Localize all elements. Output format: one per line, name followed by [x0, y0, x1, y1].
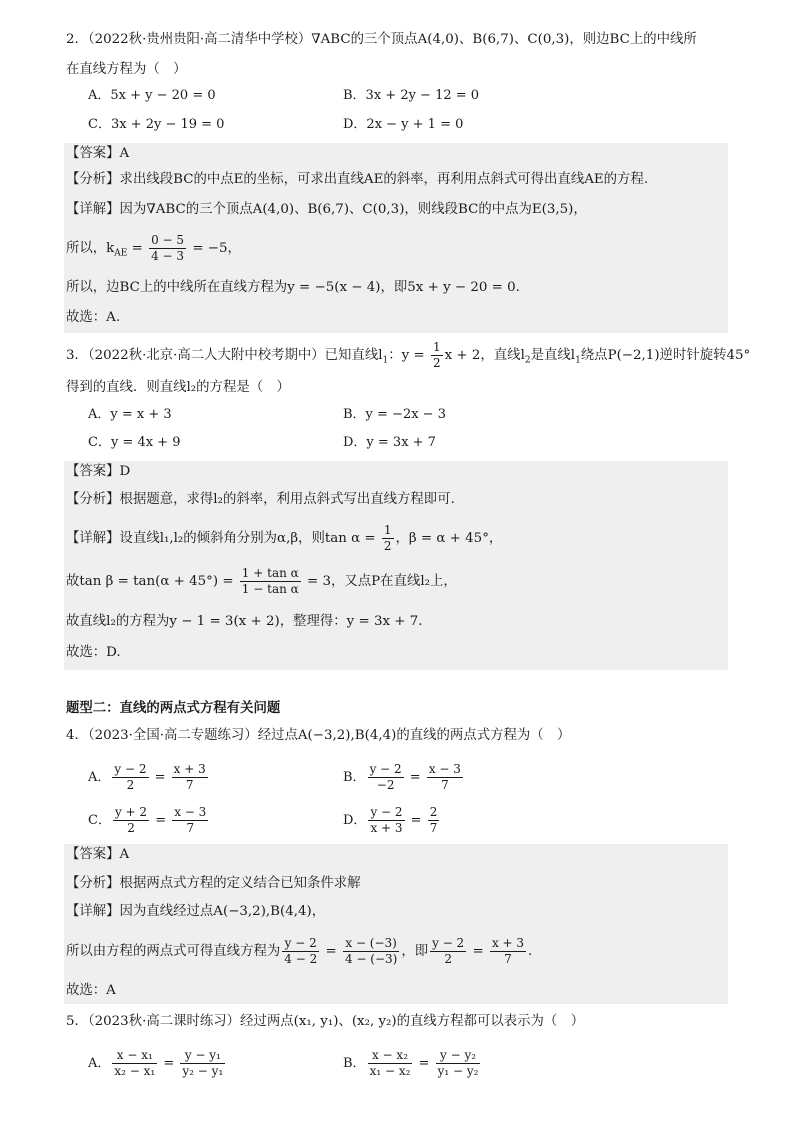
q3-option-c: C．y = 4x + 9 [88, 435, 181, 450]
q4-option-left-fraction [368, 805, 404, 836]
q3-tan-a: 故tan β = tan(α + 45°) = [66, 574, 238, 589]
q4-eq-n4: x + 3 [491, 936, 525, 950]
q4-option-left-num: y + 2 [114, 805, 148, 819]
q4-option-left-num: y − 2 [369, 762, 402, 776]
q4-eq-frac1 [282, 936, 319, 967]
q4-option-left-fraction [112, 762, 148, 793]
q3-option-d: D．y = 3x + 7 [343, 435, 436, 450]
q2-slope-num: 0 − 5 [151, 233, 185, 247]
q3-detail-a: 【详解】设直线l₁,l₂的倾斜角分别为α,β，则tan α = [66, 531, 380, 546]
q2-slope-den: 4 − 3 [151, 249, 185, 263]
q4-eq-d1: 4 − 2 [284, 952, 318, 966]
q2-option-a: A．5x + y − 20 = 0 [88, 88, 216, 103]
q4-option-right-num: x − 3 [174, 805, 207, 819]
q4-option-right-fraction [172, 805, 208, 836]
q5-a-right [180, 1048, 225, 1079]
q3-tan-line [66, 565, 457, 599]
q3-stem-sub1: 1 [382, 355, 389, 366]
q3-tan-num: 1 + tan α [241, 566, 299, 580]
q3-stem-b: ：y = [388, 348, 429, 363]
q4-option-right-fraction [172, 762, 208, 793]
q4-eq-n2: x − (−3) [343, 936, 399, 952]
q3-answer: 【答案】D [66, 464, 131, 479]
q4-detail: 【详解】因为直线经过点A(−3,2),B(4,4)， [66, 904, 326, 919]
q2-stem-line2: 在直线方程为（ ） [66, 62, 187, 77]
q3-analysis: 【分析】根据题意，求得l₂的斜率，利用点斜式写出直线方程即可. [66, 492, 455, 507]
q5-a-ln: x − x₁ [112, 1048, 157, 1064]
q3-tan-b: = 3，又点P在直线l₂上， [302, 574, 457, 589]
q2-option-b: B．3x + 2y − 12 = 0 [343, 88, 480, 103]
q4-option-b: B． $\frac{y - 2}{-2}$ = $\frac{x - 3}{7}$ [343, 762, 461, 792]
q4-option-left-den: −2 [376, 778, 395, 792]
q2-answer: 【答案】A [66, 146, 130, 161]
q4-option-right-num: 2 [429, 805, 438, 819]
q4-option-left-num: y − 2 [370, 805, 403, 819]
q4-option-left-fraction [113, 805, 149, 836]
q3-detail-num: 1 [383, 523, 392, 537]
q4-option-left-den: x + 3 [370, 821, 403, 835]
q5-b-label: B． [343, 1056, 366, 1071]
q3-choose: 故选：D. [66, 645, 121, 660]
q4-option-right-fraction [427, 762, 463, 793]
q2-slope-line [66, 232, 241, 271]
q4-option-right-num: x + 3 [173, 762, 206, 776]
q5-b-left [368, 1048, 413, 1079]
q2-stem-line1: 2．（2022秋·贵州贵阳·高二清华中学校）∇ABC的三个顶点A(4,0)、B(6,7)、C(0,3)，则边BC上的中线所 [66, 32, 697, 47]
q3-option-a: A．y = x + 3 [88, 407, 172, 422]
q4-option-left-den: 2 [126, 778, 135, 792]
q3-stem-sub2: 2 [524, 355, 531, 366]
q3-tan-den: 1 − tan α [241, 582, 299, 596]
q4-eq-frac2 [343, 936, 399, 967]
q4-solution-box [64, 844, 728, 1004]
q5-a-left [112, 1048, 157, 1079]
q3-stem-fraction [431, 340, 443, 371]
section-heading: 题型二：直线的两点式方程有关问题 [66, 701, 281, 716]
q5-option-a: A． $\frac{\text{x − x₁}}{\text{x₂ − x₁}}$ = $\frac{\text{y − y₁}}{\text{y₂ − y₁}}$ [88, 1048, 224, 1078]
q4-option-d: D． $\frac{y - 2}{x + 3}$ = $\frac{2}{7}$ [343, 805, 438, 835]
q5-b-rn: y − y₂ [436, 1048, 481, 1064]
q4-eq-frac4 [490, 936, 526, 967]
q4-option-c: C． $\frac{y + 2}{2}$ = $\frac{x - 3}{7}$ [88, 805, 207, 835]
q5-b-rd: y₁ − y₂ [437, 1064, 479, 1078]
q2-option-c: C．3x + 2y − 19 = 0 [88, 117, 225, 132]
q2-median-line: 所以，边BC上的中线所在直线方程为y = −5(x − 4)，即5x + y − 20 = 0. [66, 280, 520, 295]
q3-stem-sub3: 1 [575, 355, 581, 366]
q5-a-label: A． [88, 1056, 111, 1071]
q5-a-rn: y − y₁ [180, 1048, 225, 1064]
q4-eq-n1: y − 2 [282, 936, 319, 952]
q5-stem: 5．（2023秋·高二课时练习）经过两点(x₁, y₁)、(x₂, y₂)的直线方程都可以表示为（ ） [66, 1014, 585, 1029]
q4-option-left-num: y − 2 [114, 762, 147, 776]
q4-analysis: 【分析】根据两点式方程的定义结合已知条件求解 [66, 876, 361, 891]
q3-stem-a: 3．（2022秋·北京·高二人大附中校考期中）已知直线l [66, 348, 383, 363]
q4-option-left-den: 2 [127, 821, 135, 835]
q4-eq-d4: 7 [504, 952, 512, 966]
q5-a-rd: y₂ − y₁ [182, 1064, 224, 1078]
q3-stem-c: x + 2，直线l [444, 348, 525, 363]
q4-option-a: A． $\frac{y - 2}{2}$ = $\frac{x + 3}{7}$ [88, 762, 206, 792]
q2-slope-prefix: 所以，k [66, 241, 115, 256]
q2-option-d: D．2x − y + 1 = 0 [343, 117, 464, 132]
q4-option-right-fraction [428, 805, 440, 836]
q4-option-right-den: 7 [429, 821, 438, 835]
q4-option-right-num: x − 3 [428, 762, 461, 776]
q3-detail [66, 522, 502, 556]
q4-eq-n3: y − 2 [432, 936, 465, 950]
q5-b-ln: x − x₂ [368, 1048, 413, 1064]
q3-tan-fraction [240, 566, 301, 597]
q2-choose: 故选：A. [66, 310, 121, 325]
q2-slope-fraction [149, 233, 186, 264]
q2-slope-result: = −5， [188, 241, 241, 256]
q4-option-right-den: 7 [441, 778, 449, 792]
q3-stem-line2: 得到的直线．则直线l₂的方程是（ ） [66, 380, 290, 395]
q4-option-right-den: 7 [185, 778, 194, 792]
q4-eq-d2: 4 − (−3) [344, 952, 398, 966]
q2-detail: 【详解】因为∇ABC的三个顶点A(4,0)、B(6,7)、C(0,3)，则线段BC的中点为E(3,5)， [66, 202, 587, 217]
q4-equation-line: 所以由方程的两点式可得直线方程为 $\frac{y - 2}{4 - 2}$ = $\frac{x - (-3)}{4 - (-3)}$ ，即 $\frac{y - 2}{2}$ = $\frac{x + 3}{7}$ . [66, 936, 533, 966]
q4-eq-a: 所以由方程的两点式可得直线方程为 [66, 944, 281, 959]
q3-stem-d: 是直线l [530, 348, 576, 363]
q3-stem-e: 绕点P(−2,1)逆时针旋转45° [580, 348, 751, 363]
q4-option-label: D． [343, 813, 367, 828]
q4-eq-frac3 [430, 936, 466, 967]
q3-equation: 故直线l₂的方程为y − 1 = 3(x + 2)，整理得：y = 3x + 7. [66, 614, 423, 629]
q4-option-left-fraction [368, 762, 404, 793]
q5-b-right [436, 1048, 481, 1079]
q4-choose: 故选：A [66, 983, 116, 998]
q3-detail-fraction [382, 523, 394, 554]
q4-option-label: C． [88, 813, 111, 828]
q3-stem-num: 1 [432, 340, 441, 354]
q5-a-ld: x₂ − x₁ [114, 1064, 156, 1078]
q4-eq-d3: 2 [444, 952, 452, 966]
q4-option-right-den: 7 [186, 821, 195, 835]
q2-analysis: 【分析】求出线段BC的中点E的坐标，可求出直线AE的斜率，再利用点斜式可得出直线AE的方程. [66, 172, 649, 187]
q4-option-label: A． [88, 770, 111, 785]
q3-option-b: B．y = −2x − 3 [343, 407, 446, 422]
q2-slope-sub: AE [114, 248, 128, 259]
q2-slope-eq: = [127, 241, 148, 256]
q4-eq-b: ，即 [401, 944, 429, 959]
q4-answer: 【答案】A [66, 847, 130, 862]
q5-b-ld: x₁ − x₂ [369, 1064, 411, 1078]
q3-stem-den: 2 [432, 356, 441, 370]
q5-option-b: B． $\frac{\text{x − x₂}}{\text{x₁ − x₂}}$ = $\frac{\text{y − y₂}}{\text{y₁ − y₂}}$ [343, 1048, 479, 1078]
q3-stem-line1 [66, 340, 750, 377]
q3-detail-den: 2 [383, 539, 392, 553]
q4-option-label: B． [343, 770, 366, 785]
q4-stem: 4．（2023·全国·高二专题练习）经过点A(−3,2),B(4,4)的直线的两点式方程为（ ） [66, 728, 571, 743]
q3-detail-b: ，β = α + 45°， [395, 531, 503, 546]
